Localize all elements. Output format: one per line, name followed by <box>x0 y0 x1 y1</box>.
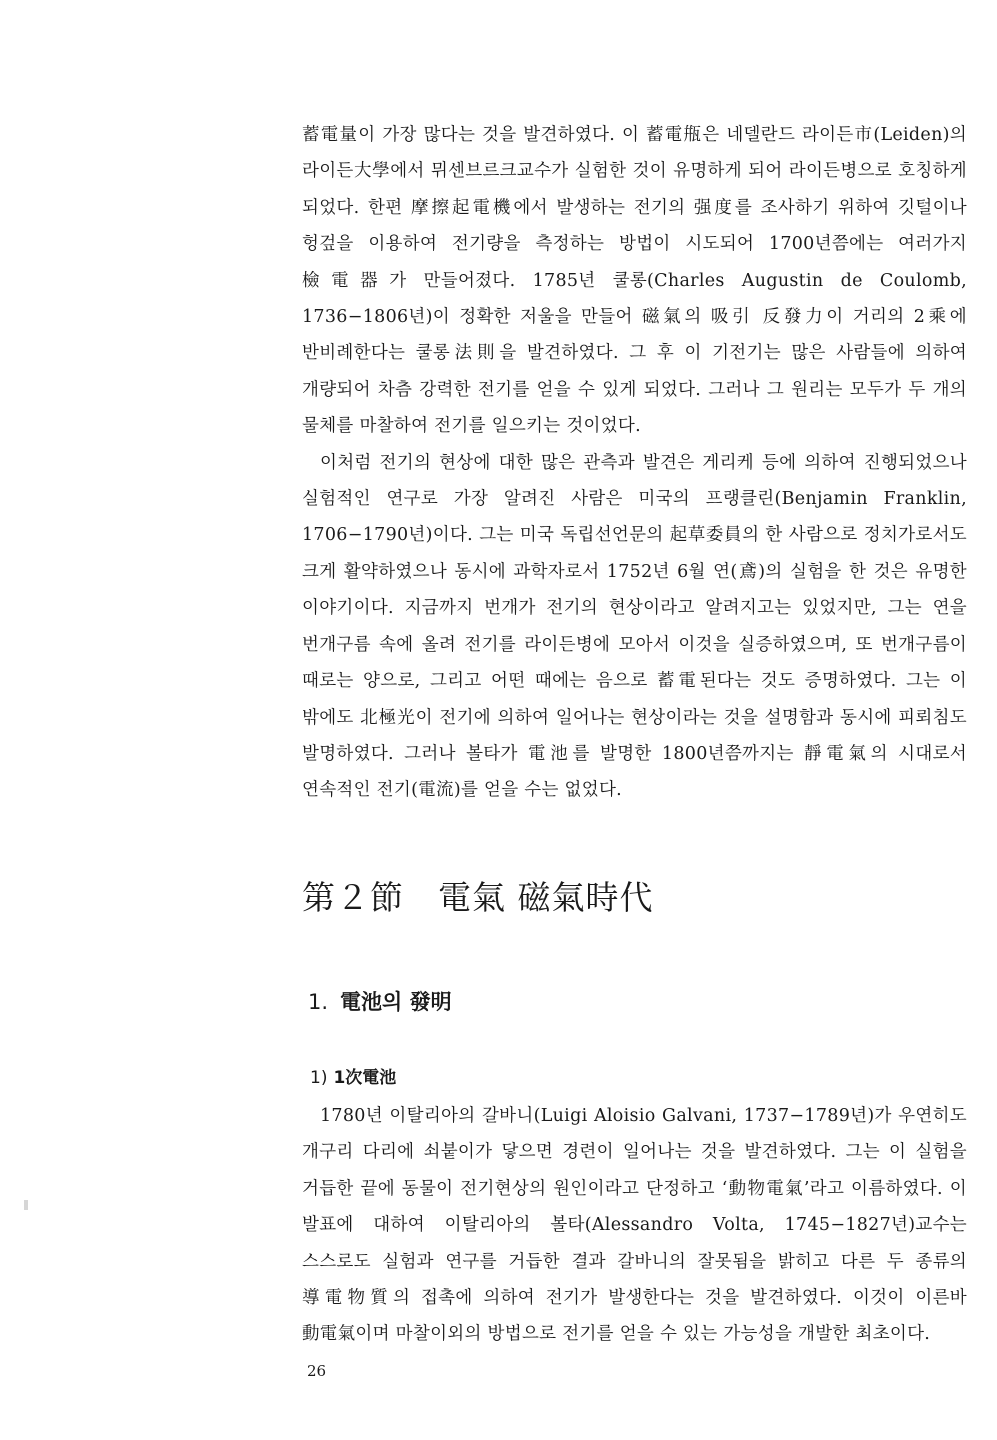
section-heading <box>302 872 654 919</box>
section-title: 電氣 磁氣時代 <box>438 878 654 917</box>
body-text-upper <box>302 117 967 809</box>
subsection-title: 電池의 發明 <box>340 990 452 1014</box>
body-text-lower <box>302 1098 967 1353</box>
subsection-number: 1. <box>308 990 329 1014</box>
subsubsection-number: 1) <box>310 1068 328 1088</box>
scan-speck <box>24 1200 28 1210</box>
subsubsection-heading <box>310 1063 396 1088</box>
paragraph-galvani-volta: 1780년 이탈리아의 갈바니(Luigi Aloisio Galvani, 1737−1789년)가 우연히도 개구리 다리에 쇠붙이가 닿으면 경련이 일어나는 것을 발견하였다. 그는 이 실험을 거듭한 끝에 동물이 전기현상의 원인이라고 단정하고 ‘動物電氣’라고 이름하였다. 이 발표에 대하여 이탈리아의 볼타(Alessandro Volta, 1745−1827년)교수는 스스로도 실험과 연구를 거듭한 결과 갈바니의 잘못됨을 밝히고 다른 두 종류의 導電物質의 접촉에 의하여 전기가 발생한다는 것을 발견하였다. 이것이 이른바 動電氣이며 마찰이외의 방법으로 전기를 얻을 수 있는 가능성을 개발한 최초이다. <box>302 1106 967 1345</box>
page-number: 26 <box>307 1362 327 1380</box>
subsubsection-title: 1次電池 <box>333 1068 397 1088</box>
paragraph-franklin: 이처럼 전기의 현상에 대한 많은 관측과 발견은 게리케 등에 의하여 진행되었으나 실험적인 연구로 가장 알려진 사람은 미국의 프랭클린(Benjamin Franklin, 1706−1790년)이다. 그는 미국 독립선언문의 起草委員의 한 사람으로 정치가로서도 크게 활약하였으나 동시에 과학자로서 1752년 6월 연(鳶)의 실험을 한 것은 유명한 이야기이다. 지금까지 번개가 전기의 현상이라고 알려지고는 있었지만, 그는 연을 번개구름 속에 올려 전기를 라이든병에 모아서 이것을 실증하였으며, 또 번개구름이 때로는 양으로, 그리고 어떤 때에는 음으로 蓄電된다는 것도 증명하였다. 그는 이 밖에도 北極光이 전기에 의하여 일어나는 현상이라는 것을 설명함과 동시에 피뢰침도 발명하였다. 그러나 볼타가 電池를 발명한 1800년쯤까지는 靜電氣의 시대로서 연속적인 전기(電流)를 얻을 수는 없었다. <box>302 452 967 801</box>
section-number: 第２節 <box>302 878 404 917</box>
paragraph-leyden-jar: 蓄電量이 가장 많다는 것을 발견하였다. 이 蓄電甁은 네델란드 라이든市(Leiden)의 라이든大學에서 뮈센브르크교수가 실험한 것이 유명하게 되어 라이든병으로 호칭하게 되었다. 한편 摩擦起電機에서 발생하는 전기의 强度를 조사하기 위하여 깃털이나 헝겊을 이용하여 전기량을 측정하는 방법이 시도되어 1700년쯤에는 여러가지 檢電器가 만들어졌다. 1785년 쿨롱(Charles Augustin de Coulomb, 1736−1806년)이 정확한 저울을 만들어 磁氣의 吸引 反發力이 거리의 2乘에 반비례한다는 쿨롱法則을 발견하였다. 그 후 이 기전기는 많은 사람들에 의하여 개량되어 차츰 강력한 전기를 얻을 수 있게 되었다. 그러나 그 원리는 모두가 두 개의 물체를 마찰하여 전기를 일으키는 것이었다. <box>302 125 967 437</box>
subsection-heading <box>308 986 452 1016</box>
